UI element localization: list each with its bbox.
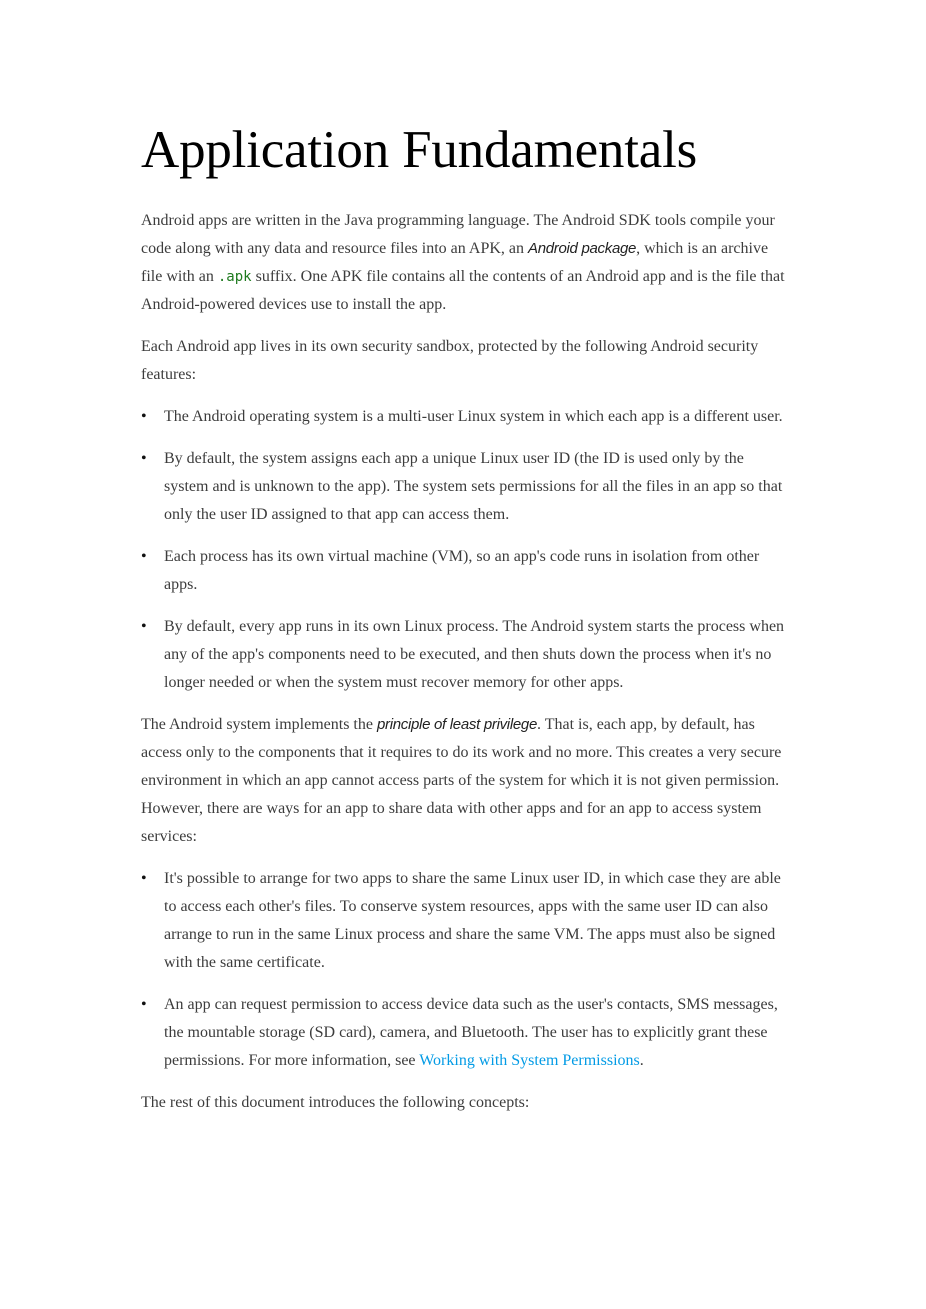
intro-text-1: Android apps are written in the Java programming language. The Android SDK tools compile your code along with any data and resource files into an APK, an	[141, 212, 775, 257]
apk-code: .apk	[217, 269, 252, 285]
list-item-text: The Android operating system is a multi-user Linux system in which each app is a different user.	[164, 408, 783, 425]
bullet-icon: •	[141, 870, 147, 887]
list-item	[141, 445, 791, 529]
list-item-text-end: .	[639, 1052, 644, 1069]
sandbox-paragraph: Each Android app lives in its own security sandbox, protected by the following Android security features:	[141, 338, 759, 383]
list-item-text: An app can request permission to access device data such as the user's contacts, SMS messages, the mountable storage (SD card), camera, and Bluetooth. The user has to explicitly grant these permissions. For more information, see	[164, 996, 778, 1069]
bullet-icon: •	[141, 548, 147, 565]
privilege-text-2: . That is, each app, by default, has access only to the components that it requires to do its work and no more. This creates a very secure environment in which an app cannot access parts of the system for which it is not given permission. However, there are ways for an app to share data with other apps and for an app to access system services:	[141, 716, 782, 845]
sharing-list	[141, 865, 791, 1075]
bullet-icon: •	[141, 408, 147, 425]
bullet-icon: •	[141, 450, 147, 467]
page-title: Application Fundamentals	[141, 121, 698, 179]
privilege-paragraph	[141, 711, 791, 851]
list-item-text: By default, every app runs in its own Linux process. The Android system starts the process when any of the app's components need to be executed, and then shuts down the process when it's no longer needed or when the system must recover memory for other apps.	[164, 618, 785, 691]
list-item	[141, 543, 791, 599]
intro-paragraph	[141, 207, 791, 319]
list-item-text: By default, the system assigns each app a unique Linux user ID (the ID is used only by the system and is unknown to the app). The system sets permissions for all the files in an app so that only the user ID assigned to that app can access them.	[164, 450, 783, 523]
permissions-link[interactable]: Working with System Permissions	[419, 1052, 640, 1069]
least-privilege-term: principle of least privilege	[376, 716, 537, 733]
closing-paragraph: The rest of this document introduces the following concepts:	[141, 1094, 530, 1111]
intro-text-3: suffix. One APK file contains all the contents of an Android app and is the file that Android-powered devices use to install the app.	[141, 268, 785, 313]
security-features-list	[141, 403, 791, 697]
list-item	[141, 613, 791, 697]
android-package-term: Android package	[528, 240, 637, 257]
list-item-text: It's possible to arrange for two apps to share the same Linux user ID, in which case they are able to access each other's files. To conserve system resources, apps with the same user ID can also arrange to run in the same Linux process and share the same VM. The apps must also be signed with the same certificate.	[164, 870, 781, 971]
list-item-text: Each process has its own virtual machine (VM), so an app's code runs in isolation from other apps.	[164, 548, 760, 593]
list-item	[141, 865, 791, 977]
intro-text-2: , which is an archive file with an	[141, 240, 769, 285]
document-page	[141, 118, 791, 1131]
list-item	[141, 991, 791, 1075]
list-item	[141, 403, 791, 431]
bullet-icon: •	[141, 618, 147, 635]
bullet-icon: •	[141, 996, 147, 1013]
privilege-text-1: The Android system implements the	[141, 716, 377, 733]
